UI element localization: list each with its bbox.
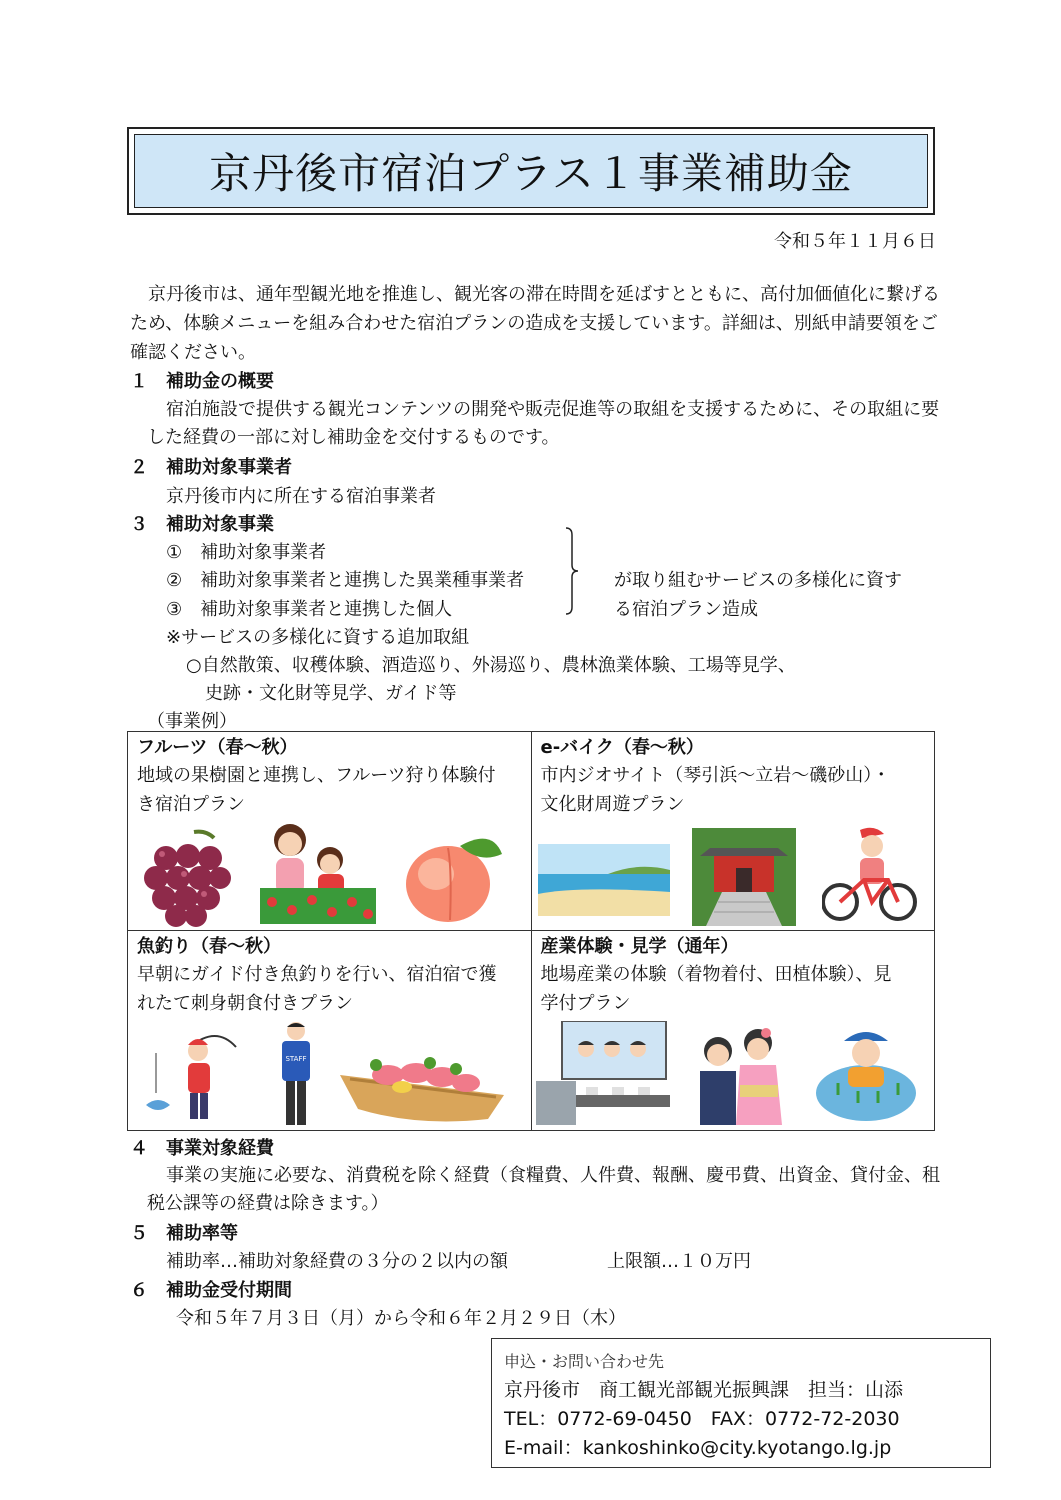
example-desc-line: き宿泊プラン (137, 794, 245, 815)
section-4-heading: 事業対象経費 (166, 1138, 274, 1159)
shrine-gate-illustration (692, 828, 796, 926)
examples-table (127, 731, 935, 1131)
target-item-2: ② 補助対象事業者と連携した異業種事業者 (166, 570, 525, 591)
factory-tour-illustration (536, 1021, 670, 1125)
sashimi-boat-illustration (338, 1035, 506, 1125)
example-desc-line: 地域の果樹園と連携し、フルーツ狩り体験付 (137, 765, 496, 786)
example-industry (531, 931, 935, 1131)
target-note-line-2: る宿泊プラン造成 (614, 599, 758, 620)
subsidy-limit: 上限額…１０万円 (607, 1251, 751, 1272)
section-5-number: ５ (130, 1223, 148, 1244)
additional-note: ※サービスの多様化に資する追加取組 (166, 627, 470, 648)
section-4-body: 事業の実施に必要な、消費税を除く経費（食糧費、人件費、報酬、慶弔費、出資金、貸付金、租税公課等の経費は除きます。） (147, 1165, 940, 1214)
example-desc-line: 早朝にガイド付き魚釣りを行い、宿泊宿で獲 (137, 964, 497, 985)
grapes-illustration (136, 828, 236, 928)
staff-label: STAFF (285, 1055, 307, 1063)
intro-paragraph: 京丹後市は、通年型観光地を推進し、観光客の滞在時間を延ばすとともに、高付加価値化に繋げるため、体験メニューを組み合わせた宿泊プランの造成を支援しています。詳細は、別紙申請要領をご確認ください。 (130, 284, 940, 363)
additional-list-1: ○自然散策、収穫体験、酒造巡り、外湯巡り、農林漁業体験、工場等見学、 (186, 655, 796, 676)
rice-planting-illustration (814, 1023, 918, 1123)
contact-email[interactable]: E-mail：kankoshinko@city.kyotango.lg.jp (504, 1437, 892, 1459)
section-3-number: ３ (130, 514, 148, 535)
subsidy-rate: 補助率…補助対象経費の３分の２以内の額 (166, 1251, 508, 1272)
section-6-number: ６ (130, 1280, 148, 1301)
section-4-number: ４ (130, 1138, 148, 1159)
section-1-heading: 補助金の概要 (166, 371, 274, 392)
staff-guide-illustration (276, 1021, 316, 1127)
example-title: 魚釣り（春～秋） (137, 936, 281, 957)
section-2-heading: 補助対象事業者 (166, 457, 292, 478)
example-fishing (128, 931, 532, 1131)
example-desc-line: れたて刺身朝食付きプラン (137, 993, 353, 1014)
target-item-1: ① 補助対象事業者 (166, 542, 327, 563)
section-6-heading: 補助金受付期間 (166, 1280, 292, 1301)
section-2-number: ２ (130, 457, 148, 478)
application-period: 令和５年７月３日（月）から令和６年２月２９日（木） (176, 1308, 626, 1329)
peach-illustration (400, 830, 505, 926)
example-desc-line: 地場産業の体験（着物着付、田植体験）、見 (540, 964, 892, 985)
additional-list-2: 史跡・文化財等見学、ガイド等 (205, 683, 457, 704)
beach-illustration (538, 844, 670, 916)
example-title: フルーツ（春～秋） (137, 737, 298, 758)
example-title: e-バイク（春～秋） (540, 737, 704, 758)
contact-label: 申込・お問い合わせ先 (504, 1352, 665, 1371)
example-desc-line: 学付プラン (540, 993, 631, 1014)
kimono-illustration (686, 1021, 790, 1125)
target-item-3: ③ 補助対象事業者と連携した個人 (166, 599, 453, 620)
section-1-number: １ (130, 371, 148, 392)
section-5-heading: 補助率等 (166, 1223, 238, 1244)
target-note-line-1: が取り組むサービスの多様化に資す (614, 570, 902, 591)
section-1-body: 宿泊施設で提供する観光コンテンツの開発や販売促進等の取組を支援するために、その取組に要した経費の一部に対し補助金を交付するものです。 (147, 399, 940, 448)
angler-illustration (146, 1023, 238, 1127)
example-title: 産業体験・見学（通年） (540, 936, 739, 957)
example-ebike (531, 732, 935, 931)
contact-organization: 京丹後市 商工観光部観光振興課 担当：山添 (504, 1379, 904, 1401)
examples-label: （事業例） (147, 711, 237, 732)
family-picking-illustration (258, 818, 378, 926)
issue-date: 令和５年１１月６日 (774, 231, 936, 252)
page-title: 京丹後市宿泊プラス１事業補助金 (134, 134, 928, 208)
contact-phone-fax: TEL：0772-69-0450 FAX：0772-72-2030 (504, 1408, 900, 1430)
contact-box (491, 1338, 991, 1468)
example-desc-line: 市内ジオサイト（琴引浜～立岩～磯砂山）・ (540, 765, 891, 786)
title-box (127, 127, 935, 215)
right-brace (565, 527, 579, 615)
example-desc-line: 文化財周遊プラン (540, 794, 685, 815)
section-2-body: 京丹後市内に所在する宿泊事業者 (166, 486, 436, 507)
cyclist-illustration (822, 824, 918, 924)
section-3-heading: 補助対象事業 (166, 514, 274, 535)
example-fruit (128, 732, 532, 931)
